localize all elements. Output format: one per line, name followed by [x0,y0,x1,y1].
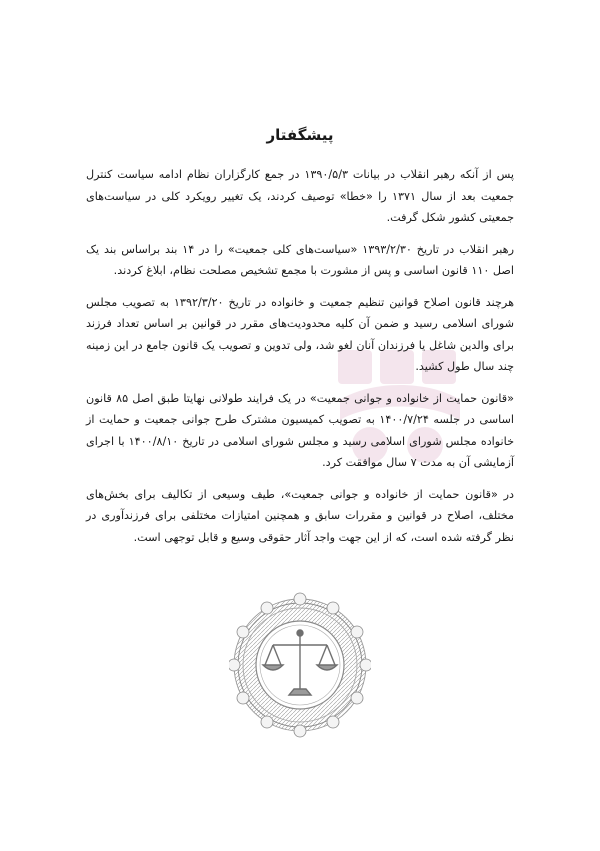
preface-content [86,124,514,558]
preface-paragraph: رهبر انقلاب در تاریخ ۱۳۹۳/۲/۳۰ «سیاست‌های کلی جمعیت» را در ۱۴ بند براساس بند یک اصل ۱۱۰ قانون اساسی و پس از مشورت با مجمع تشخیص مصلحت نظام، ابلاغ کردند. [86,242,514,277]
preface-paragraph: در «قانون حمایت از خانواده و جوانی جمعیت»، طیف وسیعی از تکالیف برای بخش‌های مختلف، اصلاح در قوانین و مقررات سابق و همچنین امتیازات مختلفی برای فرزندآوری در نظر گرفته شده است، که از این جهت واجد آثار حقوقی وسیع و قابل توجهی است. [86,487,514,544]
preface-paragraph: هرچند قانون اصلاح قوانین تنظیم جمعیت و خانواده در تاریخ ۱۳۹۲/۳/۲۰ به تصویب مجلس شورای اسلامی رسید و ضمن آن کلیه محدودیت‌های مقرر در قوانین بر اساس تعداد فرزند برای والدین شاغل یا فرزندان آنان لغو شد، ولی تدوین و تصویب یک قانون جامع در این زمینه چند سال طول کشید. [86,295,514,373]
page-title: پیشگفتار [266,126,334,144]
preface-paragraph: «قانون حمایت از خانواده و جوانی جمعیت» در یک فرایند طولانی نهایتا طبق اصل ۸۵ قانون اساسی در جلسه ۱۴۰۰/۷/۲۴ به تصویب کمیسیون مشترک طرح جوانی جمعیت و حمایت از خانواده مجلس شورای اسلامی رسید و مجلس شورای اسلامی در تاریخ ۱۴۰۰/۸/۱۰ با اجرای آزمایشی آن به مدت ۷ سال موافقت کرد. [86,391,514,469]
scales-of-justice-emblem-icon [229,585,371,759]
preface-paragraph: پس از آنکه رهبر انقلاب در بیانات ۱۳۹۰/۵/۳ در جمع کارگزاران نظام ادامه سیاست کنترل جمعیت بعد از سال ۱۳۷۱ را «خطا» توصیف کردند، یک تغییر رویکرد کلی در سیاست‌های جمعیتی کشور شکل گرفت. [86,168,514,224]
